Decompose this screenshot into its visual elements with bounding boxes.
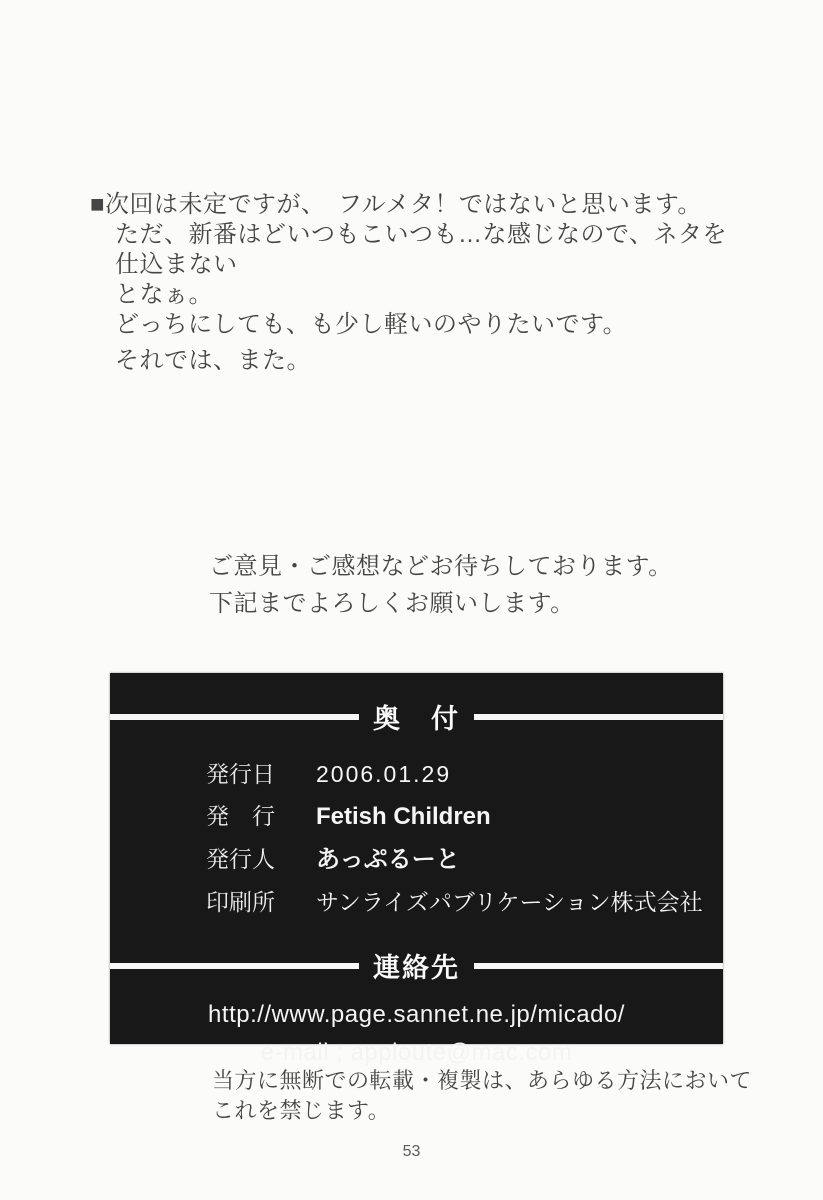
printer-row	[110, 888, 723, 916]
publication-date-value: 2006.01.29	[316, 761, 452, 787]
publisher-value: あっぷるーと	[316, 846, 460, 873]
copyright-line-1: 当方に無断での転載・複製は、あらゆる方法において	[212, 1068, 753, 1093]
contact-title-row	[110, 946, 723, 985]
afterword-line-2: ただ、新番はどいつもこいつも…な感じなので、ネタを仕込まない	[115, 221, 728, 278]
afterword-closing: それでは、また。	[115, 347, 311, 374]
afterword-paragraph	[90, 190, 750, 376]
feedback-line-2: 下記までよろしくお願いします。	[209, 590, 575, 617]
contact-title: 連絡先	[373, 953, 460, 983]
website-url: http://www.page.sannet.ne.jp/micado/	[208, 1001, 625, 1028]
divider-line-left	[110, 963, 359, 969]
circle-name-label: 発 行	[206, 803, 275, 829]
publisher-row	[110, 845, 723, 874]
feedback-line-1: ご意見・ご感想などお待ちしております。	[209, 553, 673, 580]
divider-line-right	[474, 963, 723, 969]
colophon-rows	[110, 760, 723, 916]
circle-name-row	[110, 802, 723, 831]
publication-date-label: 発行日	[206, 761, 275, 787]
copyright-line-2: これを禁じます。	[212, 1098, 391, 1123]
divider-line-right	[474, 714, 723, 720]
printer-value: サンライズパブリケーション株式会社	[316, 889, 703, 915]
feedback-note	[209, 548, 673, 622]
colophon-box	[110, 673, 723, 1066]
afterword-line-4: どっちにしても、も少し軽いのやりたいです。	[115, 311, 628, 338]
printer-label: 印刷所	[206, 889, 275, 915]
circle-name-value: Fetish Children	[316, 803, 491, 830]
copyright-notice	[212, 1066, 752, 1126]
colophon-title: 奥 付	[373, 704, 460, 734]
colophon-title-row	[110, 673, 723, 736]
afterword-line-3: となぁ。	[115, 281, 213, 308]
divider-line-left	[110, 714, 359, 720]
page-number: 53	[402, 1143, 421, 1160]
publication-date-row	[110, 760, 723, 788]
afterword-line-1: ■次回は未定ですが、 フルメタ！ではないと思います。	[90, 191, 702, 218]
email-address: e-mail ; apploute@mac.com	[260, 1039, 573, 1066]
publisher-label: 発行人	[206, 846, 275, 872]
